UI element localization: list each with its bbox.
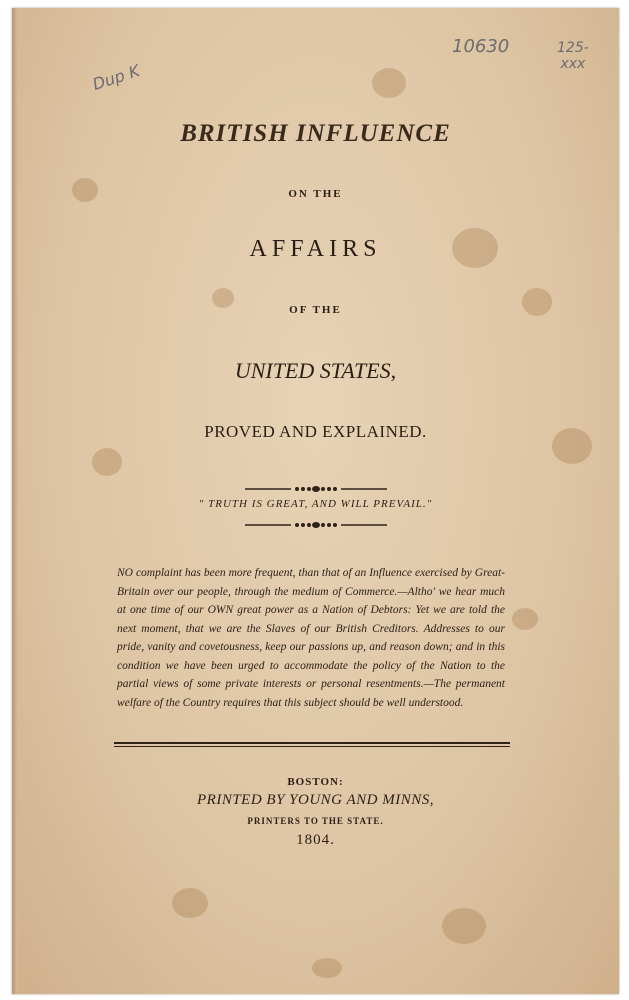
title-proved-explained: PROVED AND EXPLAINED.	[204, 422, 427, 441]
intro-paragraph: NO complaint has been more frequent, than that of an Influence exercised by Great-Britain over our people, through the medium of Commerce.—Altho' we hear much at one time of our OWN great power as a Nation of Debtors: Yet we are told the next moment, that we are the Slaves of our British Creditors. Addresses to our pride, vanity and covetousness, keep our passions up, and reason down; and in this condition we have been urged to accommodate the policy of the Nation to the partial views of some private interests or personal resentments.—The permanent welfare of the Country requires that this subject should be well understood.	[117, 567, 505, 709]
foxing-spot	[512, 608, 538, 630]
rule-thin	[114, 746, 510, 747]
foxing-spot	[92, 448, 122, 476]
title-united-states: UNITED STATES,	[234, 358, 397, 383]
handwritten-note-right-line1: 125-	[557, 40, 589, 56]
handwritten-note-right-line2: xxx	[560, 56, 586, 72]
handwritten-note-right	[557, 40, 589, 72]
foxing-spot	[442, 908, 486, 944]
imprint-city: BOSTON:	[287, 776, 344, 788]
title-of-the: OF THE	[289, 304, 342, 316]
title-on-the: ON THE	[288, 188, 343, 200]
handwritten-note-left: Dup K	[90, 61, 142, 94]
ornament-bottom	[12, 520, 619, 530]
motto: " TRUTH IS GREAT, AND WILL PREVAIL."	[198, 498, 433, 510]
document-page	[12, 8, 619, 994]
ornament-top	[12, 484, 619, 494]
foxing-spot	[172, 888, 208, 918]
foxing-spot	[372, 68, 406, 98]
imprint-printed-by: PRINTED BY YOUNG AND MINNS,	[197, 792, 434, 808]
foxing-spot	[312, 958, 342, 978]
imprint-printers: PRINTERS TO THE STATE.	[247, 816, 384, 826]
title-affairs: AFFAIRS	[249, 236, 382, 262]
imprint-year: 1804.	[296, 832, 335, 848]
title-main: BRITISH INFLUENCE	[180, 120, 451, 147]
handwritten-note-number: 10630	[452, 36, 510, 57]
rule-thick	[114, 742, 510, 744]
